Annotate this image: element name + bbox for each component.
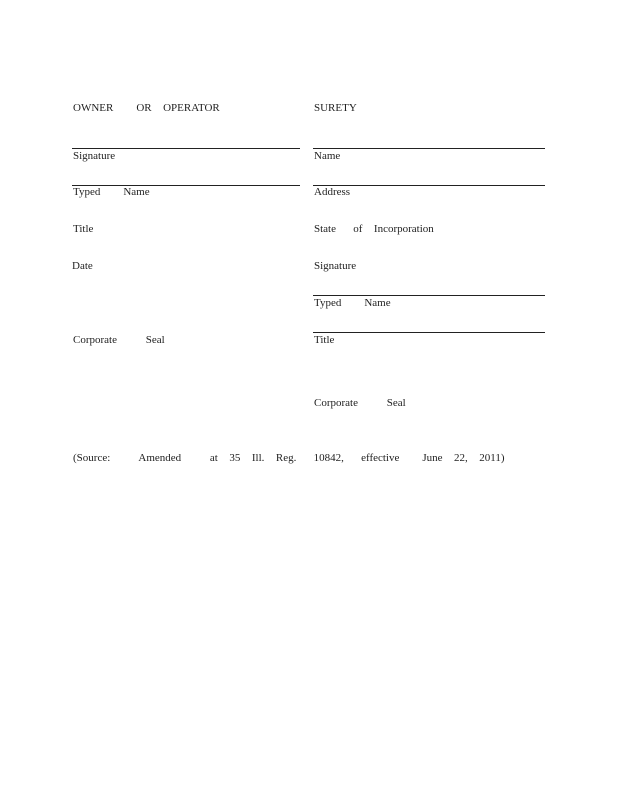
surety-corporate-seal-label: Corporate Seal [314, 397, 406, 409]
surety-typed-name-line [313, 295, 545, 296]
owner-heading: OWNER OR OPERATOR [73, 102, 220, 114]
owner-date-label: Date [72, 260, 93, 272]
surety-typed-name-label: Typed Name [314, 297, 391, 309]
surety-state-of-incorporation-label: State of Incorporation [314, 223, 434, 235]
owner-title-label: Title [73, 223, 94, 235]
surety-name-line [313, 148, 545, 149]
surety-title-label: Title [314, 334, 335, 346]
surety-name-label: Name [314, 150, 341, 162]
surety-signature-label: Signature [314, 260, 357, 272]
owner-signature-line [72, 148, 300, 149]
surety-title-line [313, 332, 545, 333]
surety-address-label: Address [314, 186, 351, 198]
owner-signature-label: Signature [73, 150, 116, 162]
owner-typed-name-label: Typed Name [73, 186, 150, 198]
source-note: (Source: Amended at 35 Ill. Reg. 10842, effective June 22, 2011) [73, 452, 505, 464]
surety-heading: SURETY [314, 102, 357, 114]
owner-corporate-seal-label: Corporate Seal [73, 334, 165, 346]
